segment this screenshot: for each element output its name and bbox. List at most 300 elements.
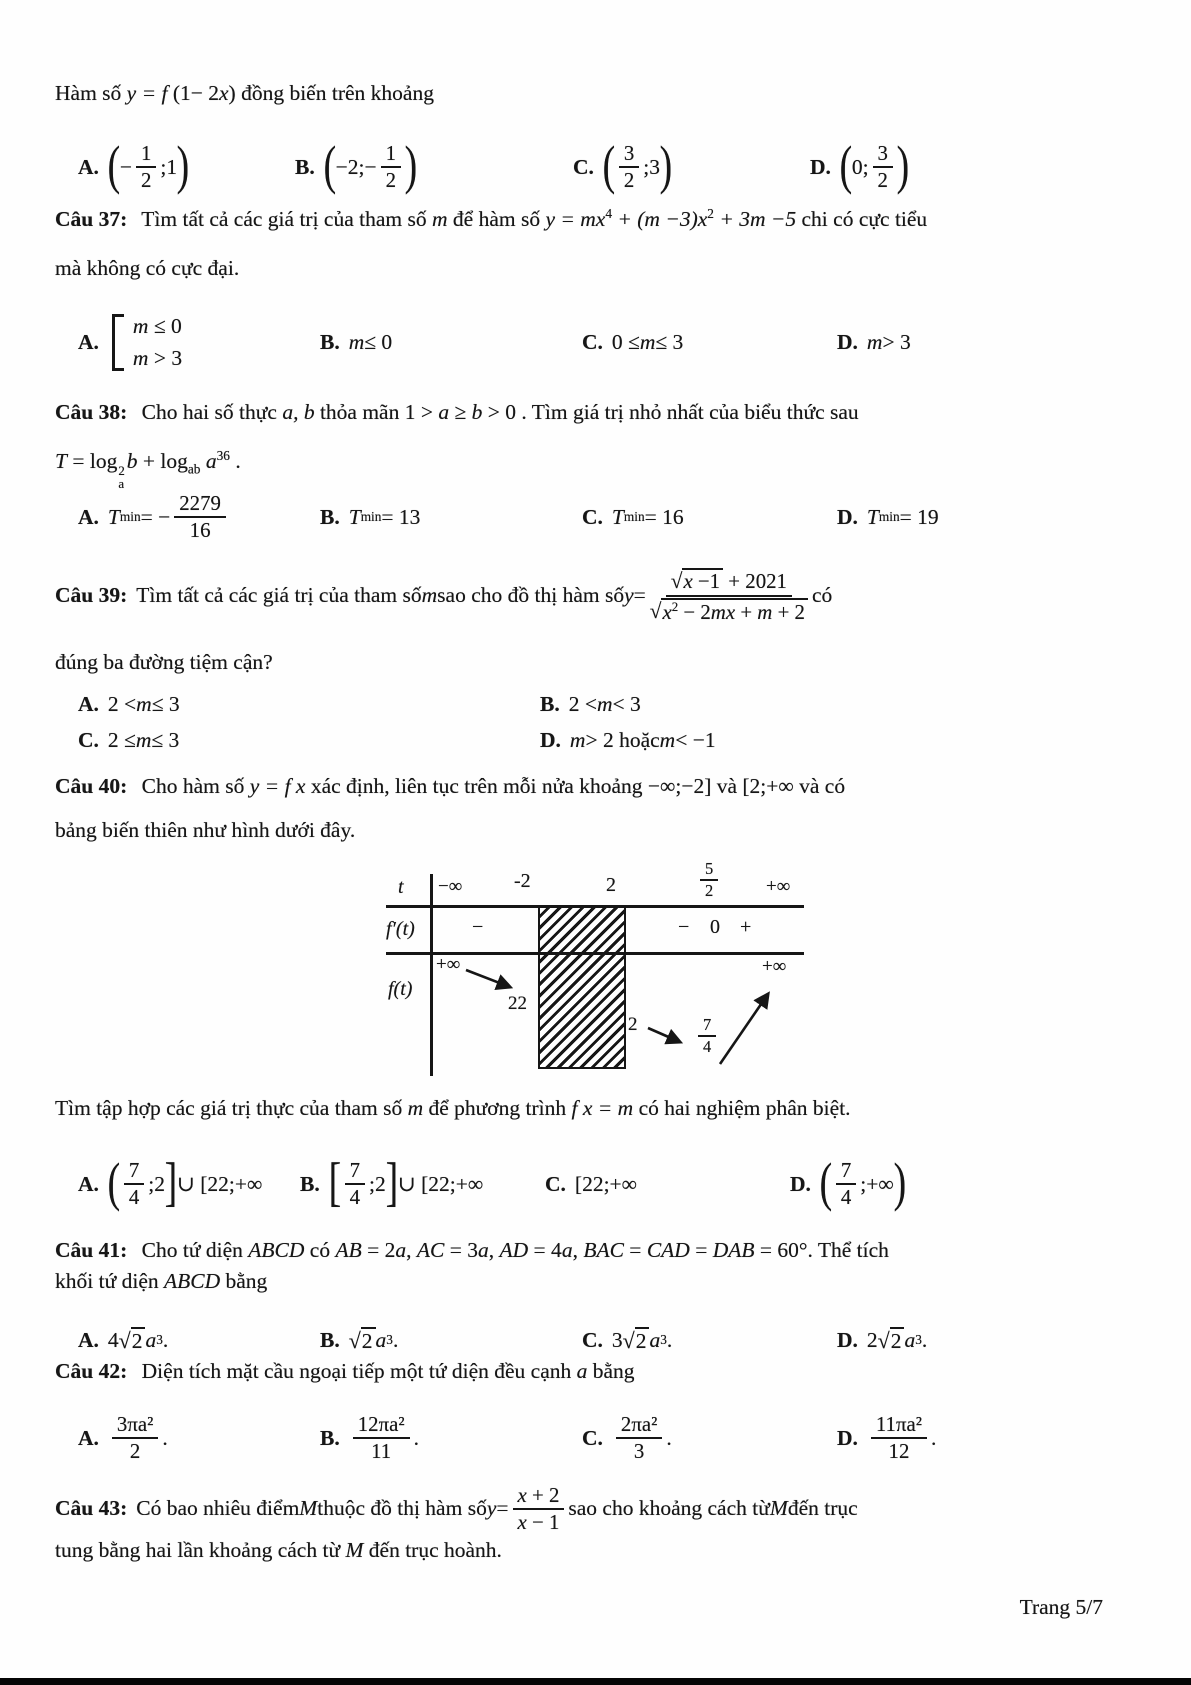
math-mt: = 60°. Thể tích	[754, 1238, 889, 1262]
math-mt: ) đồng biến trên khoảng	[228, 81, 434, 105]
math-mb: D.	[837, 504, 858, 529]
math-mb: A.	[78, 692, 99, 716]
math-mi: y = mx	[545, 207, 606, 232]
math-mi: a	[438, 400, 450, 424]
math-mt: + 2	[526, 1482, 560, 1507]
math-num	[836, 1159, 856, 1185]
math-big: (	[107, 1152, 121, 1213]
math-mt: .	[921, 1327, 928, 1352]
math-den	[190, 518, 211, 542]
q37-option-d	[837, 330, 1163, 355]
q39-option-c	[78, 728, 540, 753]
math-mt: 3	[623, 140, 635, 165]
math-mt: 2 <	[568, 692, 597, 716]
math-mt: để hàm số	[447, 207, 546, 232]
arrow-decreasing-left	[466, 970, 510, 987]
math-mt: 3	[877, 140, 888, 165]
math-mb: D.	[540, 728, 561, 752]
math-mt: + 2021	[723, 568, 787, 593]
math-mi: T	[866, 504, 879, 529]
math-mt: ,	[406, 1238, 417, 1262]
math-mt: .	[229, 449, 241, 474]
math-mb: B.	[540, 692, 560, 716]
math-mt: đúng ba đường tiệm cận?	[55, 650, 273, 674]
math-rad: √	[649, 599, 662, 624]
math-mt: ,	[572, 1238, 584, 1262]
arrow-increasing-right	[720, 994, 768, 1064]
q36-stem	[55, 80, 1161, 108]
math-vinc	[635, 1327, 650, 1354]
math-vinc	[131, 1327, 146, 1354]
math-mt: khối tứ diện	[55, 1269, 164, 1293]
q38-expression	[55, 447, 1161, 492]
math-mt: ∪ [22;+∞	[397, 1171, 484, 1196]
math-mi: m	[421, 583, 438, 608]
math-mi: a	[576, 1359, 588, 1383]
q38-option-d	[837, 505, 1163, 530]
math-mt: 3	[611, 1327, 623, 1352]
math-mi: T	[348, 504, 361, 529]
q43-stem-line1	[55, 1478, 1161, 1540]
math-mt: ≤ 3	[655, 329, 684, 354]
math-mt: ≤ 0	[148, 313, 182, 338]
math-mt: 4	[840, 1185, 852, 1209]
q41-option-d	[837, 1327, 1163, 1354]
math-mb: A.	[78, 1327, 99, 1352]
math-den	[129, 1185, 139, 1209]
q41-option-b	[320, 1327, 582, 1354]
math-mt: > 2 hoặc	[585, 728, 660, 752]
math-mi: M	[769, 1496, 788, 1521]
table-col-neg-inf: −∞	[438, 876, 463, 897]
arrow-decreasing-right	[648, 1028, 680, 1042]
math-mt: Tìm tất cả các giá trị của tham số	[136, 583, 422, 608]
math-mi: x	[662, 599, 672, 624]
table-var-label: t	[398, 876, 404, 898]
math-den	[634, 1439, 644, 1463]
math-mb: Câu 37:	[55, 207, 128, 232]
math-mb: B.	[320, 504, 340, 529]
math-mt: − 1	[526, 1510, 560, 1534]
math-mt: 2	[385, 168, 397, 192]
math-mi: m	[639, 329, 656, 354]
math-den	[130, 1439, 140, 1463]
math-mt: −1	[692, 568, 721, 593]
math-mi: AC	[416, 1238, 445, 1262]
q37-option-a	[78, 314, 320, 371]
math-mt: =	[623, 1238, 647, 1262]
math-msup: 3	[915, 1332, 922, 1347]
math-big: (	[839, 135, 853, 196]
math-mt: .	[162, 1425, 168, 1450]
math-msup: 2	[671, 598, 679, 614]
math-mb: A.	[78, 1171, 99, 1196]
q36-option-c	[573, 135, 810, 196]
math-mi: m	[135, 728, 152, 752]
q39-options	[78, 692, 1163, 753]
math-mi: m	[596, 692, 613, 716]
math-mt: bảng biến thiên như hình dưới đây.	[55, 818, 356, 842]
math-frac	[124, 1159, 144, 1210]
math-frac	[871, 1413, 927, 1464]
math-mi: DAB	[712, 1238, 755, 1262]
math-mb: D.	[837, 1425, 858, 1450]
math-vinc	[661, 598, 808, 624]
math-mt: 11πa²	[875, 1411, 923, 1436]
math-mt: ;1	[160, 154, 178, 179]
math-mi: m	[569, 728, 586, 752]
math-mt: 11	[371, 1439, 392, 1463]
math-mt: =	[496, 1496, 509, 1521]
math-mt: −	[119, 154, 132, 179]
math-msub: min	[119, 509, 141, 524]
math-mi: x	[683, 568, 693, 593]
table-row-f-label: f(t)	[388, 978, 413, 1000]
math-mt: 2	[866, 1327, 878, 1352]
math-mi: a	[395, 1238, 407, 1262]
math-mi: + (m −3)x	[612, 207, 708, 232]
math-den	[141, 168, 151, 192]
fprime-sign-zero: 0	[710, 916, 720, 938]
q37-options	[78, 306, 1163, 378]
math-mt: ≤ 3	[151, 692, 180, 716]
math-msup: 4	[605, 206, 613, 221]
f-value-2: 2	[628, 1014, 638, 1035]
math-mt: để phương trình	[423, 1096, 572, 1120]
q39-option-d	[540, 728, 1163, 753]
q40-stem-line1	[55, 773, 1161, 801]
math-mb: B.	[295, 154, 315, 179]
math-mb: B.	[320, 329, 340, 354]
math-mt: 2	[705, 881, 714, 901]
math-mt: ∪ [22;+∞	[176, 1171, 263, 1196]
math-den	[371, 1439, 391, 1463]
math-ssb: a	[118, 477, 125, 492]
math-rad: √	[622, 1327, 635, 1353]
math-mt: 3	[633, 1439, 645, 1463]
table-col-neg2: -2	[514, 870, 531, 892]
math-num	[700, 860, 718, 881]
page-number: Trang 5/7	[1019, 1595, 1103, 1619]
math-frac	[345, 1159, 365, 1210]
q37-option-c	[582, 330, 837, 355]
math-den	[350, 1185, 360, 1209]
math-mt: 2 <	[107, 692, 137, 716]
math-mb: B.	[320, 1327, 340, 1352]
q38-options	[78, 487, 1163, 547]
math-mt: Tìm tập hợp các giá trị thực của tham số	[55, 1096, 408, 1120]
q42-option-c	[582, 1413, 837, 1464]
math-mi: m	[407, 1096, 424, 1120]
math-mt: = 19	[899, 504, 939, 529]
q41-option-c	[582, 1327, 837, 1354]
math-rad: √	[348, 1327, 361, 1353]
math-mt: đến trục	[787, 1496, 858, 1521]
math-mt: sao cho đồ thị hàm số	[437, 583, 625, 608]
math-mt: = 16	[644, 504, 684, 529]
math-num	[619, 142, 639, 168]
math-mb: C.	[582, 1327, 603, 1352]
math-mi: x	[517, 1482, 527, 1507]
math-sst: 2	[118, 463, 125, 478]
math-mt: ,	[488, 1238, 500, 1262]
math-num	[112, 1413, 158, 1439]
math-den	[889, 1439, 910, 1463]
math-mt: bằng	[587, 1359, 635, 1383]
q36-option-b	[295, 135, 573, 196]
math-mi: CAD	[646, 1238, 690, 1262]
math-mi: m	[659, 728, 676, 752]
math-mt: có hai nghiệm phân biệt.	[633, 1096, 851, 1120]
math-frac	[353, 1413, 410, 1464]
math-msup: 3	[386, 1332, 393, 1347]
math-mt: 1	[385, 140, 397, 165]
math-big: )	[176, 135, 190, 196]
math-mi: M	[299, 1496, 318, 1521]
q43-stem-line2	[55, 1537, 1161, 1565]
math-mb: C.	[582, 1425, 603, 1450]
math-msup: 3	[156, 1332, 163, 1347]
math-frac	[873, 142, 893, 193]
math-mi: M	[345, 1538, 364, 1562]
math-msup: 3	[660, 1332, 667, 1347]
math-mt: 2	[623, 168, 635, 192]
math-mt: .	[162, 1327, 169, 1352]
math-mt: 7	[349, 1157, 361, 1182]
math-rad: √	[877, 1327, 890, 1353]
math-mi: a, b	[282, 400, 315, 424]
math-mi: T	[107, 504, 120, 529]
math-frac	[112, 1413, 158, 1464]
math-mt: ;+∞	[860, 1171, 894, 1196]
math-mt: ≤ 3	[151, 728, 180, 752]
math-msub: min	[878, 509, 900, 524]
q42-option-d	[837, 1413, 1163, 1464]
math-big: )	[893, 1152, 906, 1213]
math-mt: 2	[131, 1328, 143, 1353]
math-mi: a	[649, 1327, 661, 1352]
math-mi: x	[219, 81, 229, 105]
math-mt: ;3	[643, 154, 660, 179]
math-mt: sao cho khoảng cách từ	[568, 1496, 770, 1521]
math-mb: D.	[790, 1171, 811, 1196]
math-mt: 2	[877, 168, 888, 192]
math-mi: m	[132, 313, 149, 338]
math-mi: a	[375, 1327, 387, 1352]
math-mt: =	[633, 583, 646, 608]
math-rad: √	[118, 1327, 131, 1353]
q38-option-a	[78, 492, 320, 543]
math-mt: 2	[129, 1439, 141, 1463]
math-mi: y = f	[126, 81, 168, 105]
q38-stem	[55, 399, 1161, 427]
math-mi: a	[145, 1327, 157, 1352]
math-mt: thỏa mãn 1 >	[314, 400, 439, 424]
math-mi: y = f x	[249, 774, 306, 798]
math-mi: T	[55, 449, 67, 474]
math-num	[345, 1159, 365, 1185]
math-mi: m	[757, 599, 773, 624]
math-sysline	[133, 314, 182, 339]
math-mt: .	[666, 1327, 673, 1352]
q40-option-a	[78, 1152, 300, 1213]
math-mt: +	[735, 599, 758, 624]
math-num	[513, 1484, 565, 1510]
math-big: (	[107, 135, 121, 196]
math-big: [	[328, 1152, 341, 1213]
math-mt: 2	[635, 1328, 647, 1353]
q40-stem-line2	[55, 817, 1161, 845]
math-sys	[112, 314, 182, 371]
math-mt: = 13	[381, 504, 421, 529]
math-den	[650, 597, 808, 625]
math-mt: chi có cực tiểu	[796, 207, 928, 232]
math-frac	[381, 142, 401, 193]
math-mt: 2πa²	[620, 1411, 658, 1436]
f-limit-top-left: +∞	[436, 954, 461, 975]
math-mt: 2	[890, 1328, 902, 1353]
q42-options	[78, 1406, 1163, 1470]
math-frac	[619, 142, 639, 193]
math-mt: tung bằng hai lần khoảng cách từ	[55, 1538, 346, 1562]
math-mb: B.	[320, 1425, 340, 1450]
math-rad: √	[670, 568, 683, 593]
fprime-sign-left: −	[472, 916, 484, 938]
math-mb: Câu 39:	[55, 583, 128, 608]
math-num	[871, 1413, 927, 1439]
math-mt: > 3	[148, 345, 183, 370]
math-num	[136, 142, 156, 168]
math-msub: ab	[187, 461, 201, 477]
math-mi: T	[611, 504, 624, 529]
math-mb: A.	[78, 329, 99, 354]
math-mt: 0;	[851, 154, 869, 179]
math-mt: ;2	[369, 1171, 386, 1196]
math-num	[381, 142, 401, 168]
math-mt: > 0 . Tìm giá trị nhỏ nhất của biểu thức sau	[482, 400, 859, 424]
math-mb: D.	[837, 1327, 858, 1352]
math-mt: Cho tứ diện	[136, 1238, 249, 1262]
math-sqrt	[878, 1327, 905, 1354]
math-sqrt	[349, 1327, 376, 1354]
table-row-fprime-label: f′(t)	[386, 918, 415, 940]
math-mt: < 3	[612, 692, 641, 716]
math-mb: C.	[573, 154, 594, 179]
variation-table	[380, 859, 804, 1076]
math-mt: 3πa²	[116, 1411, 154, 1436]
math-big: )	[659, 135, 673, 196]
math-mt: ≥	[449, 400, 472, 424]
math-mi: m	[866, 329, 883, 354]
math-mt: = log	[66, 449, 118, 474]
math-mt: = 4	[528, 1238, 562, 1262]
math-frac	[513, 1484, 565, 1535]
math-mt: 4	[703, 1037, 712, 1057]
math-den	[878, 168, 888, 192]
math-mi: x	[517, 1510, 527, 1534]
math-mt: đến trục hoành.	[363, 1538, 502, 1562]
math-mi: f x = m	[571, 1096, 634, 1120]
math-mi: a	[205, 449, 217, 474]
math-mt: + log	[137, 449, 188, 474]
math-mi: y	[486, 1496, 497, 1521]
table-col-pos-inf: +∞	[766, 876, 791, 897]
math-mi: + 3m −5	[713, 207, 797, 232]
math-mt: = −	[140, 504, 171, 529]
math-mt: ;2	[148, 1171, 165, 1196]
math-mt: > 3	[882, 329, 911, 354]
q37-option-b	[320, 330, 582, 355]
math-sqrt	[119, 1327, 146, 1354]
q38-option-c	[582, 505, 837, 530]
math-frac	[136, 142, 156, 193]
math-mi: b	[471, 400, 483, 424]
math-sqrt	[671, 568, 723, 594]
math-vinc	[682, 568, 723, 593]
q37-stem-line2	[55, 255, 1161, 283]
f-min-7-4	[694, 1016, 720, 1057]
math-mt: = 2	[361, 1238, 396, 1262]
math-mi: m	[136, 692, 152, 716]
q36-option-d	[810, 135, 1163, 196]
math-mt: (1− 2	[167, 81, 219, 105]
q41-option-a	[78, 1327, 320, 1354]
math-mt: có	[304, 1238, 336, 1262]
math-mb: Câu 40:	[55, 774, 128, 798]
math-mt: 16	[189, 518, 211, 542]
math-mt: Cho hàm số	[136, 774, 250, 798]
math-mt: ≤ 0	[364, 329, 393, 354]
math-mt: thuộc đồ thị hàm số	[317, 1496, 487, 1521]
math-mt: 12	[888, 1439, 910, 1463]
fprime-sign-plus: +	[740, 916, 752, 938]
q41-stem-line1	[55, 1237, 1161, 1265]
math-mt: = 3	[444, 1238, 478, 1262]
math-mb: C.	[545, 1171, 566, 1196]
math-sqrt	[650, 598, 808, 625]
math-num	[873, 142, 893, 168]
math-frac	[700, 860, 718, 901]
math-vinc	[890, 1327, 905, 1354]
math-mi: m	[432, 207, 448, 232]
math-mt: bằng	[220, 1269, 268, 1293]
q40-option-b	[300, 1152, 545, 1213]
math-den	[386, 168, 396, 192]
math-mb: Câu 42:	[55, 1359, 128, 1383]
math-msub: min	[623, 509, 645, 524]
table-col-5-2	[696, 860, 722, 901]
q40-option-d	[790, 1152, 1163, 1213]
math-mt: − 2	[678, 599, 711, 624]
math-num	[353, 1413, 410, 1439]
math-big: )	[896, 135, 910, 196]
math-num	[698, 1016, 716, 1037]
math-mi: a	[478, 1238, 489, 1262]
q42-option-a	[78, 1413, 320, 1464]
math-num	[616, 1413, 662, 1439]
math-den	[624, 168, 634, 192]
q40-options	[78, 1150, 1163, 1218]
math-num	[124, 1159, 144, 1185]
math-mb: C.	[582, 329, 603, 354]
math-mi: AD	[499, 1238, 529, 1262]
math-mt: Tìm tất cả các giá trị của tham số	[136, 207, 432, 232]
q41-stem-line2	[55, 1268, 1161, 1296]
math-mb: A.	[78, 504, 99, 529]
fprime-sign-mid: −	[678, 916, 690, 938]
math-den	[518, 1510, 560, 1534]
math-mi: m	[132, 345, 149, 370]
